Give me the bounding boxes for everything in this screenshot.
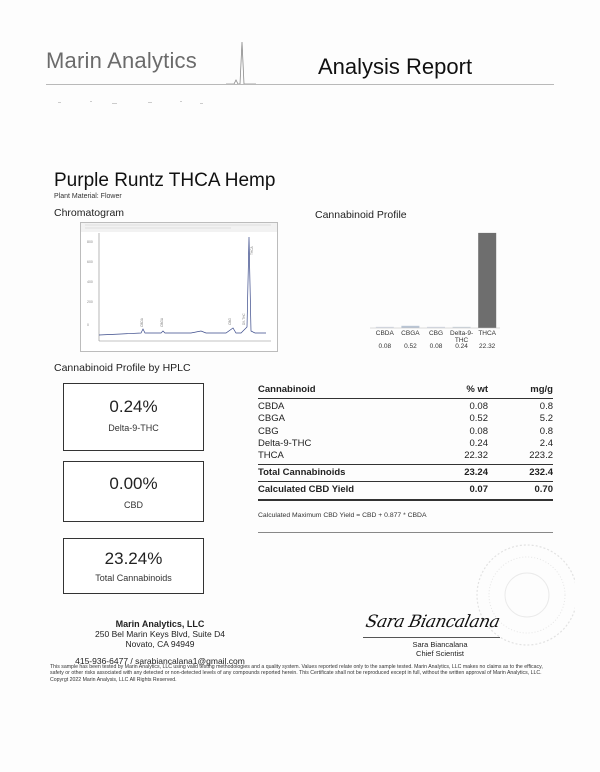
row-name: CBGA <box>258 413 285 425</box>
bar-label-thca: THCA <box>478 330 497 337</box>
row-mgg: 223.2 <box>529 450 553 462</box>
scan-artifact <box>50 99 250 107</box>
signature-text: Sara Biancalana <box>363 612 502 632</box>
table-row <box>258 401 553 413</box>
profile-heading: Cannabinoid Profile <box>315 209 407 221</box>
row-wt: 0.08 <box>469 425 488 437</box>
table-row <box>258 426 553 438</box>
svg-text:0: 0 <box>87 323 89 327</box>
row-wt: 0.24 <box>469 437 488 449</box>
header-mgg: mg/g <box>530 384 553 395</box>
total-wt: 23.24 <box>464 467 488 479</box>
svg-text:600: 600 <box>87 260 93 264</box>
row-wt: 0.52 <box>469 413 488 425</box>
svg-text:CBDA: CBDA <box>140 318 144 327</box>
total-row <box>258 464 553 482</box>
total-cannabinoids-percent: 23.24% <box>104 549 163 568</box>
row-mgg: 5.2 <box>539 413 553 425</box>
svg-text:CBGA: CBGA <box>160 317 164 327</box>
signer-block <box>400 640 480 658</box>
table-row <box>258 413 553 425</box>
summary-box-cbd <box>63 461 204 522</box>
svg-text:800: 800 <box>87 240 93 244</box>
footer-address-line2: Novato, CA 94949 <box>125 639 195 649</box>
bar-cbga <box>401 326 419 328</box>
summary-box-total <box>63 538 204 594</box>
bar-value-thca: 22.32 <box>479 343 496 350</box>
header-wt: % wt <box>466 384 488 395</box>
row-name: THCA <box>258 450 284 462</box>
svg-text:D9-THC: D9-THC <box>242 313 246 325</box>
row-wt: 0.08 <box>469 401 488 413</box>
yield-wt: 0.07 <box>469 484 488 496</box>
signer-name: Sara Biancalana <box>412 640 468 649</box>
chromatogram-trace <box>81 223 277 351</box>
hplc-heading: Cannabinoid Profile by HPLC <box>54 362 191 374</box>
chromatogram-spike-logo <box>226 40 256 86</box>
chromatogram-image <box>80 222 278 352</box>
row-name: CBDA <box>258 401 285 413</box>
results-table <box>258 384 553 501</box>
svg-text:200: 200 <box>87 300 93 304</box>
svg-text:400: 400 <box>87 280 93 284</box>
footer-company-block <box>60 619 260 666</box>
svg-text:THCA: THCA <box>250 246 254 255</box>
bar-label-cbg: CBG <box>428 330 444 337</box>
report-title: Analysis Report <box>318 54 473 79</box>
calculation-note: Calculated Maximum CBD Yield = CBD + 0.877 * CBDA <box>258 512 427 519</box>
header-divider <box>46 84 554 85</box>
table-row <box>258 438 553 450</box>
row-name: Delta-9-THC <box>258 437 312 449</box>
product-name: Purple Runtz THCA Hemp <box>54 170 276 191</box>
row-name: CBG <box>258 425 279 437</box>
table-header <box>258 384 553 399</box>
total-mgg: 232.4 <box>529 467 553 479</box>
signer-title: Chief Scientist <box>416 649 464 658</box>
footer-contact: 415-936-6477 / sarabiancalana1@gmail.com <box>75 656 245 666</box>
row-mgg: 0.8 <box>539 401 553 413</box>
row-mgg: 2.4 <box>539 437 553 449</box>
cbd-percent: 0.00% <box>109 474 158 493</box>
row-wt: 22.32 <box>464 450 488 462</box>
yield-mgg: 0.70 <box>534 484 553 496</box>
bar-value-cbg: 0.08 <box>429 343 443 350</box>
svg-text:CBG: CBG <box>228 318 232 325</box>
footer-company-name: Marin Analytics, LLC <box>115 619 205 629</box>
header-cannabinoid: Cannabinoid <box>258 384 316 395</box>
total-name: Total Cannabinoids <box>258 467 346 479</box>
bar-label-cbda: CBDA <box>375 330 394 337</box>
disclaimer-text: This sample has been tested by Marin Analytics, LLC using valid testing methodologies and a quality system. Values reported relate only to the sample tested. Marin Analytics, LLC makes no claims as to the efficacy, safety or other risks associated with any detected or non-detected levels of any compounds reported herein. This Certificate shall not be reproduced except in full, without the written approval of Marin Analytics, LLC. Copyrgt 2022 Marin Analysis, LLC All Rights Reserved. <box>50 664 543 683</box>
delta9-thc-label: Delta-9-THC <box>108 423 159 433</box>
bar-value-cbga: 0.52 <box>404 343 417 350</box>
delta9-thc-percent: 0.24% <box>109 397 158 416</box>
company-logo-text: Marin Analytics <box>46 48 197 73</box>
signature-line <box>363 637 500 638</box>
bar-thca <box>478 233 496 328</box>
profile-value-labels <box>372 343 500 353</box>
plant-material: Plant Material: Flower <box>54 193 122 200</box>
row-mgg: 0.8 <box>539 425 553 437</box>
bar-label-delta9: Delta-9-THC <box>450 330 474 344</box>
table-row <box>258 450 553 462</box>
total-cannabinoids-label: Total Cannabinoids <box>95 573 172 583</box>
summary-box-delta9-thc <box>63 383 204 451</box>
bar-value-delta9: 0.24 <box>455 343 468 350</box>
bar-value-cbda: 0.08 <box>378 343 392 350</box>
chromatogram-heading: Chromatogram <box>54 207 125 219</box>
footer-address-line1: 250 Bel Marin Keys Blvd, Suite D4 <box>95 629 225 639</box>
cbd-yield-row <box>258 482 553 500</box>
yield-name: Calculated CBD Yield <box>258 484 355 496</box>
bar-label-cbga: CBGA <box>401 330 420 337</box>
cbd-label: CBD <box>123 500 143 510</box>
